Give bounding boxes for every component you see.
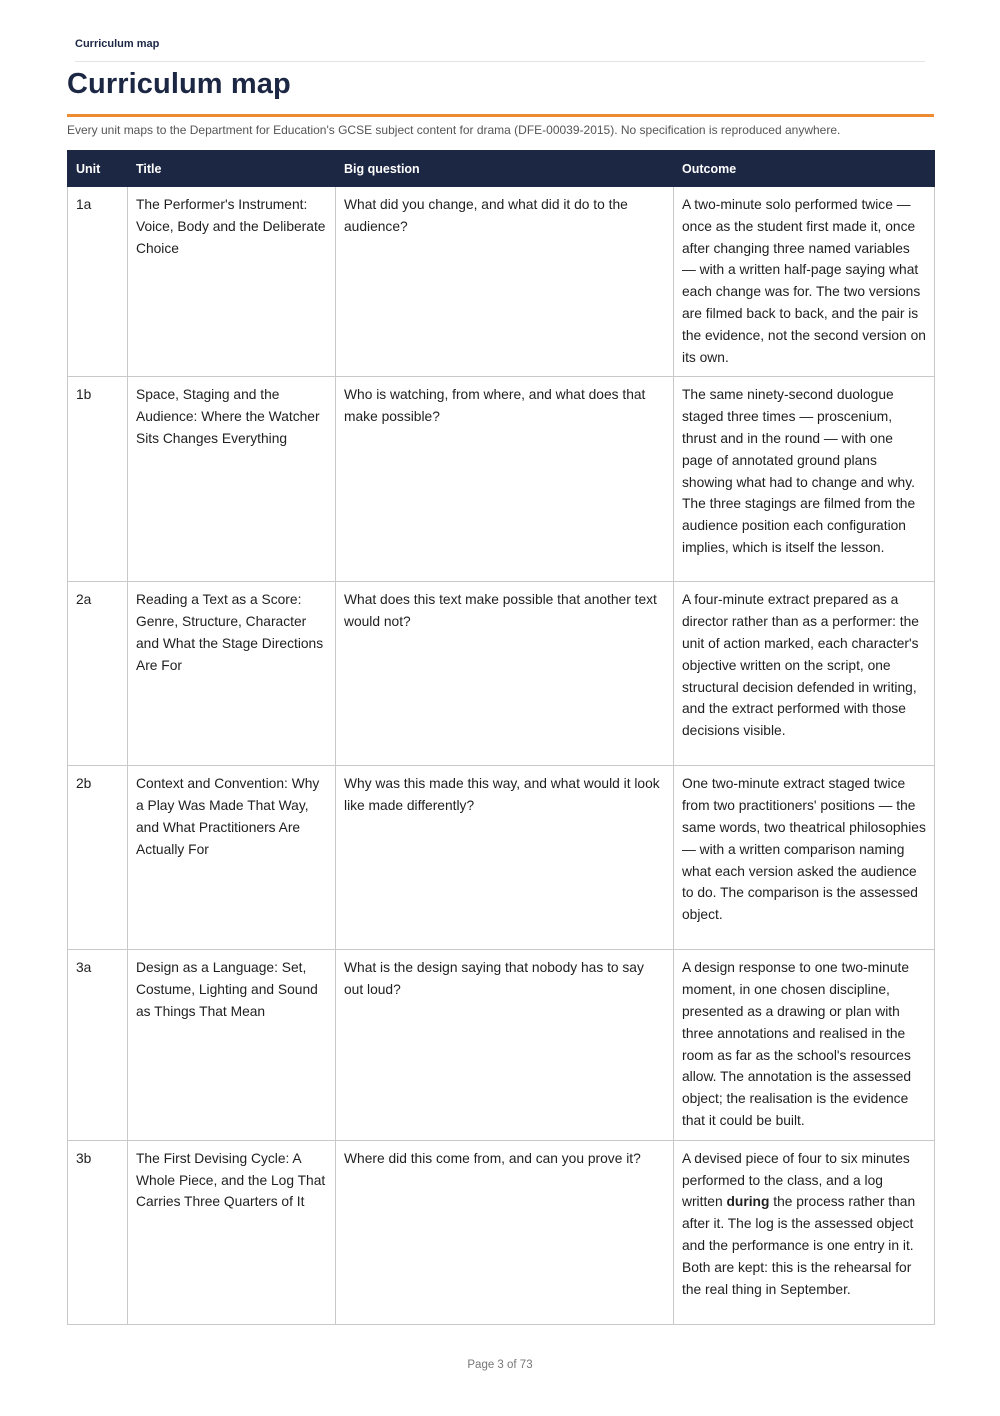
table-row (68, 766, 935, 950)
table-row (68, 1140, 935, 1324)
outcome-text: the process rather than after it. The log is the assessed object and the performance is one entry in it. Both are kept: this is the rehearsal for the real thing in September. (682, 1194, 916, 1297)
cell-unit: 1b (68, 377, 128, 582)
page-title: Curriculum map (67, 68, 291, 100)
cell-unit: 1a (68, 187, 128, 377)
table-row (68, 187, 935, 377)
cell-big-question: Where did this come from, and can you prove it? (336, 1140, 674, 1324)
header-outcome: Outcome (674, 151, 935, 187)
cell-outcome: A two-minute solo performed twice — once as the student first made it, once after changing three named variables — with a written half-page saying what each change was for. The two versions are filmed back to back, and the pair is the evidence, not the second version on its own. (674, 187, 935, 377)
title-rule (67, 114, 934, 117)
cell-title: The First Devising Cycle: A Whole Piece, and the Log That Carries Three Quarters of It (128, 1140, 336, 1324)
table-row (68, 377, 935, 582)
cell-outcome: A design response to one two-minute moment, in one chosen discipline, presented as a drawing or plan with three annotations and realised in the room as far as the school's resources allow. The annotation is the assessed object; the realisation is the evidence that it could be built. (674, 950, 935, 1140)
cell-big-question: Who is watching, from where, and what does that make possible? (336, 377, 674, 582)
cell-outcome (674, 1140, 935, 1324)
outcome-text: A devised piece of four to six minutes performed to the class, and a log written (682, 1150, 910, 1210)
curriculum-table (67, 150, 935, 1325)
header-title: Title (128, 151, 336, 187)
cell-outcome: A four-minute extract prepared as a director rather than as a performer: the unit of action marked, each character's objective written on the script, one structural decision defended in writing, and the extract performed with those decisions visible. (674, 582, 935, 766)
cell-title: Reading a Text as a Score: Genre, Structure, Character and What the Stage Directions Are For (128, 582, 336, 766)
header-unit: Unit (68, 151, 128, 187)
running-head: Curriculum map (75, 38, 925, 62)
header-big-question: Big question (336, 151, 674, 187)
cell-unit: 3b (68, 1140, 128, 1324)
cell-big-question: Why was this made this way, and what would it look like made differently? (336, 766, 674, 950)
table-header-row (68, 151, 935, 187)
cell-big-question: What did you change, and what did it do to the audience? (336, 187, 674, 377)
cell-title: Space, Staging and the Audience: Where the Watcher Sits Changes Everything (128, 377, 336, 582)
cell-unit: 3a (68, 950, 128, 1140)
cell-outcome: The same ninety-second duologue staged three times — proscenium, thrust and in the round — with one page of annotated ground plans showing what had to change and why. The three stagings are filmed from the audience position each configuration implies, which is itself the lesson. (674, 377, 935, 582)
cell-unit: 2a (68, 582, 128, 766)
table-row (68, 582, 935, 766)
page-footer: Page 3 of 73 (467, 1359, 533, 1371)
cell-unit: 2b (68, 766, 128, 950)
cell-outcome: One two-minute extract staged twice from two practitioners' positions — the same words, two theatrical philosophies — with a written comparison naming what each version asked the audience to do. The comparison is the assessed object. (674, 766, 935, 950)
intro-text: Every unit maps to the Department for Education's GCSE subject content for drama (DFE-00039-2015). No specification is reproduced anywhere. (67, 123, 841, 137)
cell-title: Design as a Language: Set, Costume, Lighting and Sound as Things That Mean (128, 950, 336, 1140)
outcome-emphasis: during (726, 1194, 770, 1210)
cell-big-question: What is the design saying that nobody has to say out loud? (336, 950, 674, 1140)
cell-big-question: What does this text make possible that another text would not? (336, 582, 674, 766)
table-row (68, 950, 935, 1140)
cell-title: The Performer's Instrument: Voice, Body and the Deliberate Choice (128, 187, 336, 377)
cell-title: Context and Convention: Why a Play Was Made That Way, and What Practitioners Are Actually For (128, 766, 336, 950)
